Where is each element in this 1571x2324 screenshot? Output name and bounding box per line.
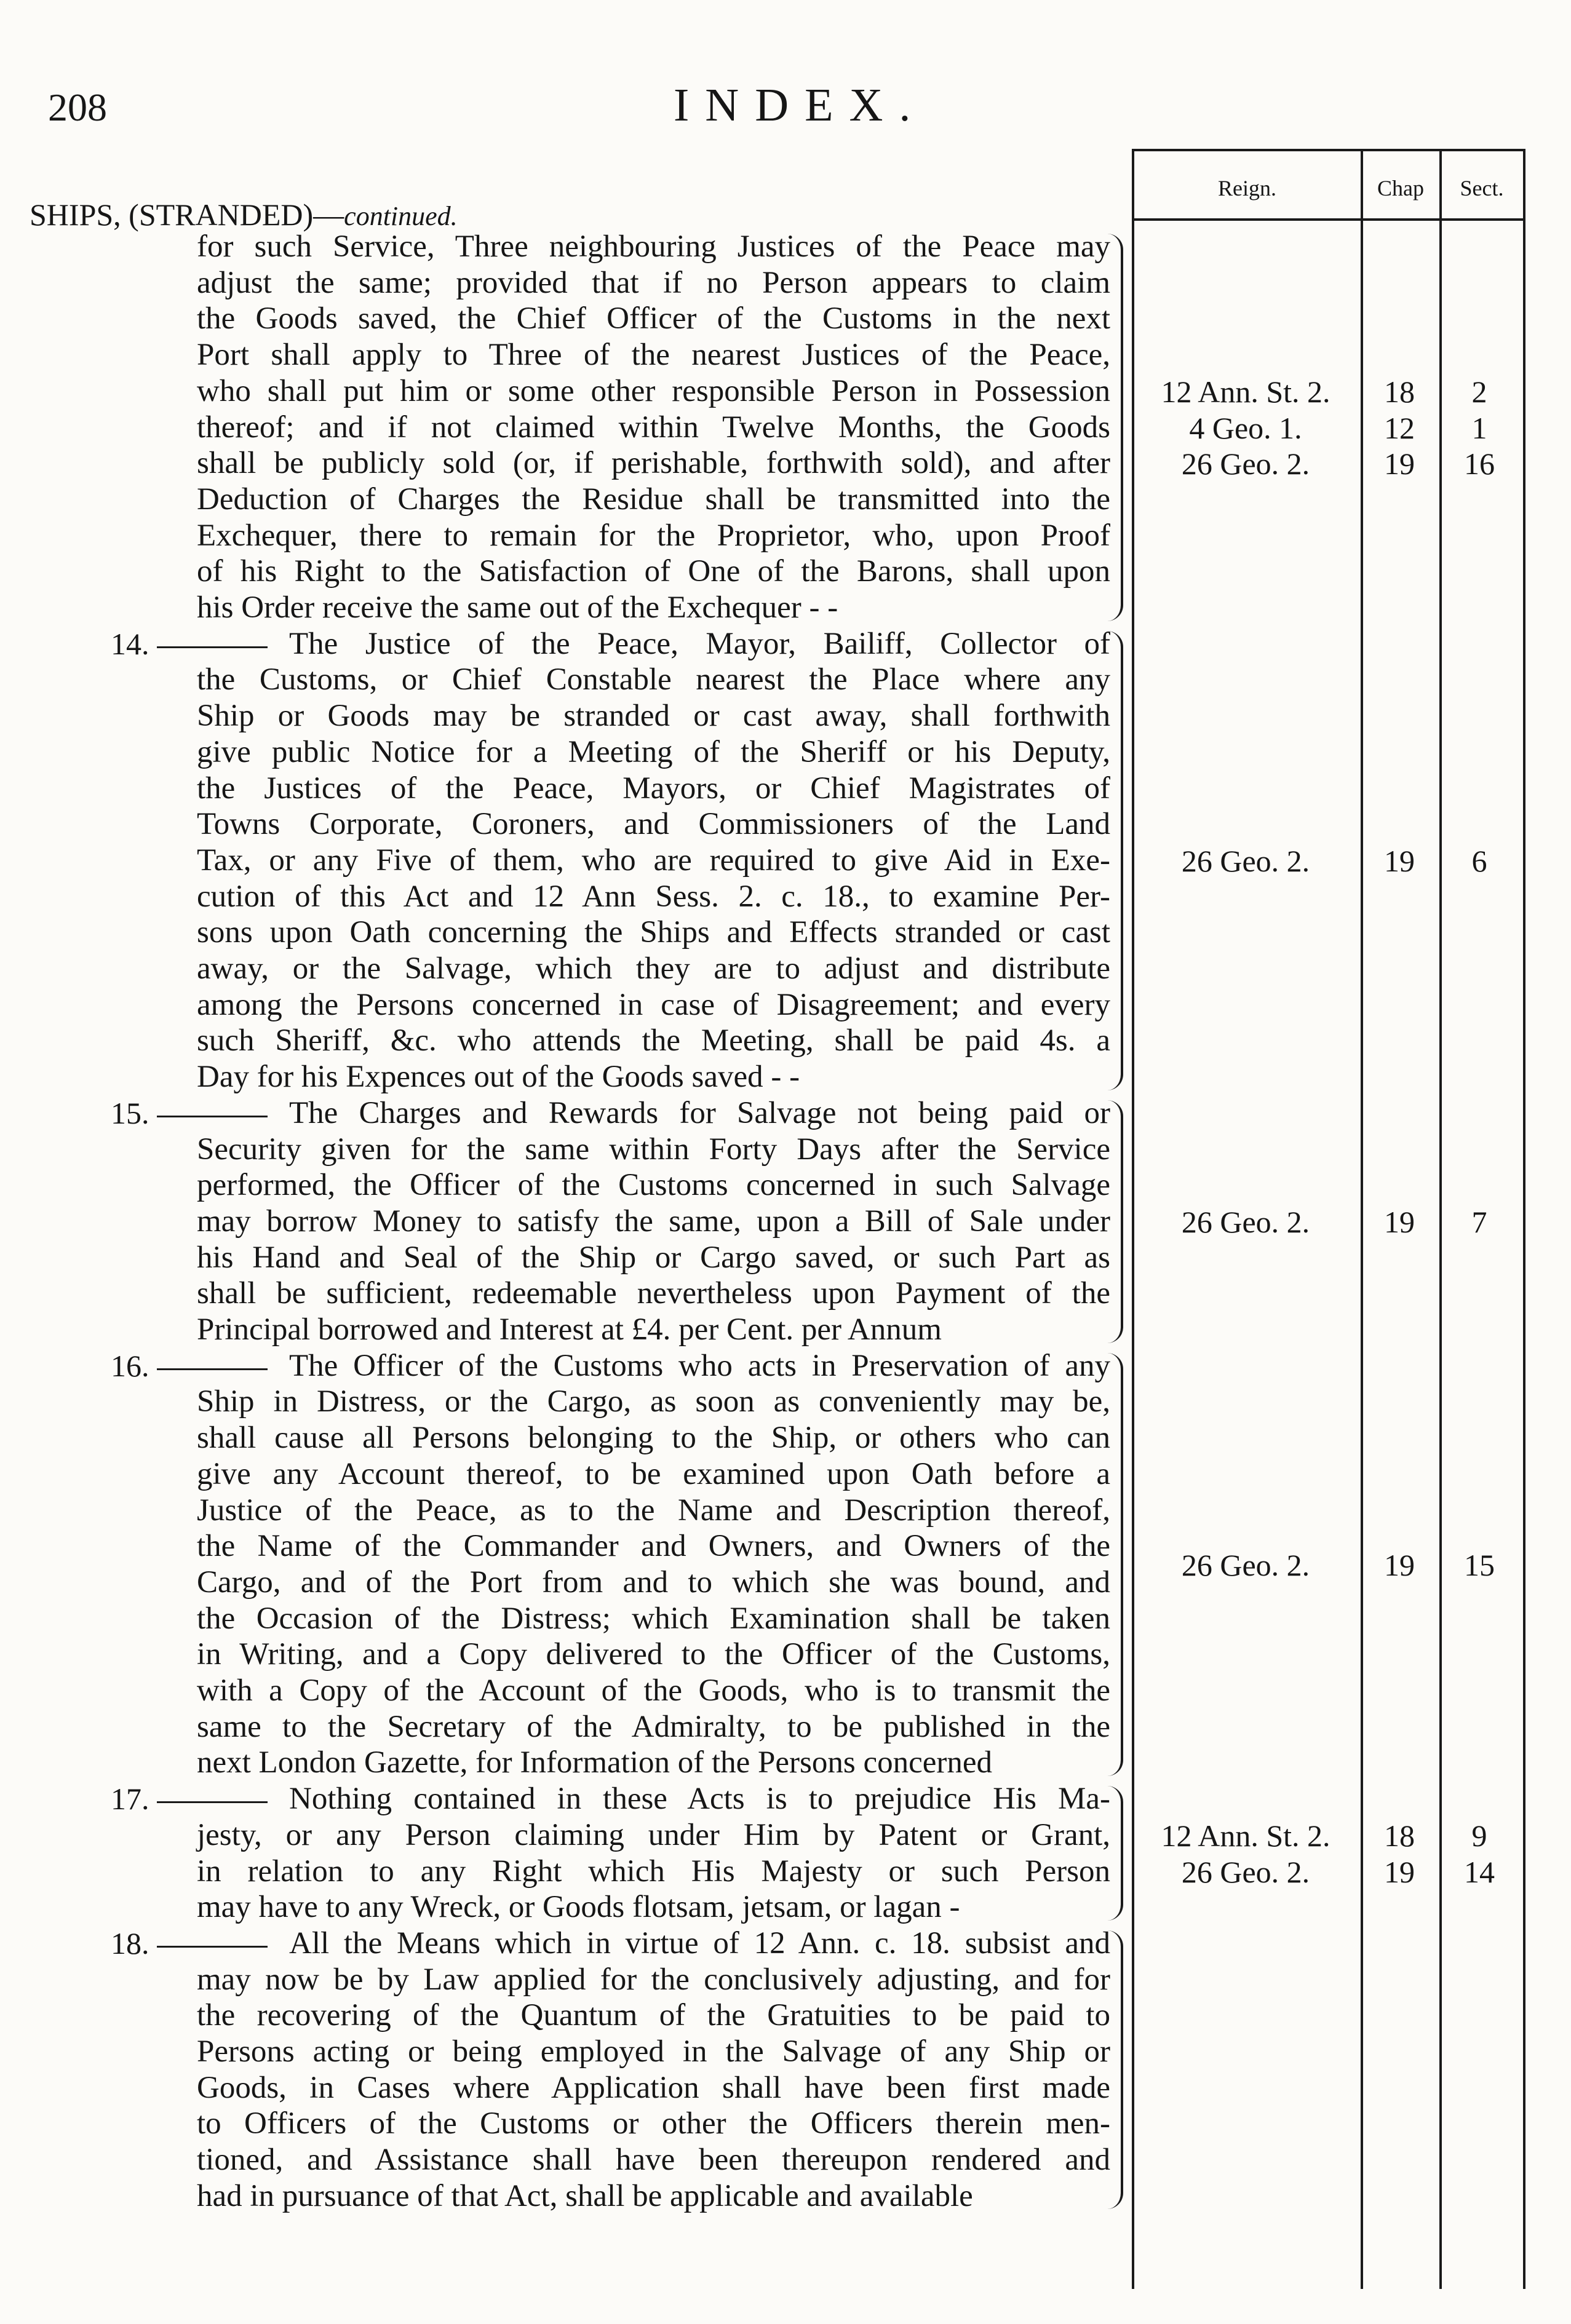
entry-text-line: away, or the Salvage, which they are to adjust and distribute xyxy=(197,951,1110,986)
ref-reign: 26 Geo. 2. xyxy=(1181,843,1310,878)
entry-text-line: the Name of the Commander and Owners, and Owners of the xyxy=(197,1529,1110,1564)
ref-sect: 9 xyxy=(1471,1818,1487,1853)
entry-dash xyxy=(157,646,268,648)
entry-text-line: jesty, or any Person claiming under Him by Patent or Grant, xyxy=(197,1817,1110,1852)
entry-text-line: his Order receive the same out of the Exchequer - - xyxy=(197,590,838,625)
entry-number xyxy=(111,626,268,662)
entry-text-line: Cargo, and of the Port from and to which she was bound, and xyxy=(197,1565,1110,1600)
column-header-chap: Chap xyxy=(1377,176,1424,200)
entry-dash xyxy=(157,1801,268,1803)
entry-text-line: the Occasion of the Distress; which Examination shall be taken xyxy=(197,1601,1110,1636)
entry-text-line: the Goods saved, the Chief Officer of the Customs in the next xyxy=(197,301,1110,336)
entry-text-line: Ship or Goods may be stranded or cast away, shall forthwith xyxy=(197,699,1110,734)
column-header-sect: Sect. xyxy=(1460,176,1504,200)
entry-text-line: for such Service, Three neighbouring Justices of the Peace may xyxy=(197,229,1110,264)
entry-number xyxy=(111,1925,268,1961)
entry-text-line: Towns Corporate, Coroners, and Commissioners of the Land xyxy=(197,807,1110,842)
entry-dash xyxy=(157,1116,268,1117)
entry-text-line: give any Account thereof, to be examined upon Oath before a xyxy=(197,1456,1110,1491)
entry-text-line: Security given for the same within Forty Days after the Service xyxy=(197,1132,1110,1167)
entry-text-line: adjust the same; provided that if no Person appears to claim xyxy=(197,265,1110,300)
entry-text-line: shall be sufficient, redeemable nevertheless upon Payment of the xyxy=(197,1276,1110,1311)
entry-text-line: the Customs, or Chief Constable nearest the Place where any xyxy=(197,662,1110,697)
page-title: INDEX. xyxy=(674,79,927,131)
ref-sect: 1 xyxy=(1471,410,1487,445)
chap-column-right-rule xyxy=(1439,149,1442,2289)
section-title: SHIPS, (STRANDED)— xyxy=(30,197,344,232)
entry-text-line: Persons acting or being employed in the Salvage of any Ship or xyxy=(197,2034,1110,2069)
entry-number-text: 14. xyxy=(111,626,149,661)
entry-number-text: 15. xyxy=(111,1095,149,1130)
ref-chap: 19 xyxy=(1384,446,1415,482)
entry-text-line: to Officers of the Customs or other the Officers therein men- xyxy=(197,2106,1110,2141)
entry-text-line: Port shall apply to Three of the nearest Justices of the Peace, xyxy=(197,338,1110,373)
entry-text-line: the recovering of the Quantum of the Gratuities to be paid to xyxy=(197,1998,1110,2033)
page-number: 208 xyxy=(48,85,107,129)
entry-text-line: Nothing contained in these Acts is to prejudice His Ma- xyxy=(289,1782,1110,1817)
sect-column-right-rule xyxy=(1523,149,1525,2289)
entry-brace xyxy=(1101,631,1123,1090)
ref-reign: 26 Geo. 2. xyxy=(1181,1854,1310,1889)
entry-text-line: Tax, or any Five of them, who are required to give Aid in Exe- xyxy=(197,843,1110,878)
entry-text-line: next London Gazette, for Information of the Persons concerned xyxy=(197,1745,992,1780)
entry-text-line: with a Copy of the Account of the Goods, who is to transmit the xyxy=(197,1673,1110,1708)
section-continued: continued. xyxy=(344,201,458,231)
entry-dash xyxy=(157,1946,268,1948)
entry-text-line: may have to any Wreck, or Goods flotsam, jetsam, or lagan - xyxy=(197,1890,960,1925)
entry-text-line: such Sheriff, &c. who attends the Meeting, shall be paid 4s. a xyxy=(197,1023,1110,1058)
section-heading xyxy=(30,197,458,232)
entry-text-line: his Hand and Seal of the Ship or Cargo saved, or such Part as xyxy=(197,1240,1110,1275)
ref-chap: 19 xyxy=(1384,1547,1415,1582)
ref-sect: 7 xyxy=(1471,1204,1487,1239)
entry-text-line: same to the Secretary of the Admiralty, to be published in the xyxy=(197,1709,1110,1744)
entry-text-line: in relation to any Right which His Majesty or such Person xyxy=(197,1854,1110,1889)
ref-reign: 12 Ann. St. 2. xyxy=(1161,374,1330,409)
header-rule xyxy=(1132,149,1525,151)
ref-chap: 19 xyxy=(1384,1204,1415,1239)
ref-reign: 26 Geo. 2. xyxy=(1181,1204,1310,1239)
entry-text-line: The Justice of the Peace, Mayor, Bailiff, Collector of xyxy=(289,626,1110,661)
ref-sect: 16 xyxy=(1464,446,1495,482)
ref-sect: 15 xyxy=(1464,1547,1495,1582)
entry-text-line: the Justices of the Peace, Mayors, or Chief Magistrates of xyxy=(197,771,1110,806)
entry-text-line: Ship in Distress, or the Cargo, as soon as conveniently may be, xyxy=(197,1384,1110,1419)
entry-dash xyxy=(157,1368,268,1370)
entry-text-line: who shall put him or some other responsible Person in Possession xyxy=(197,373,1110,408)
entry-text-line: Deduction of Charges the Residue shall be transmitted into the xyxy=(197,482,1110,517)
entry-text-line: among the Persons concerned in case of Disagreement; and every xyxy=(197,987,1110,1022)
entry-text-line: had in pursuance of that Act, shall be applicable and available xyxy=(197,2178,973,2213)
ref-chap: 19 xyxy=(1384,1854,1415,1889)
ref-reign: 26 Geo. 2. xyxy=(1181,446,1310,482)
ref-reign: 26 Geo. 2. xyxy=(1181,1547,1310,1582)
ref-chap: 19 xyxy=(1384,843,1415,878)
entry-text-line: shall cause all Persons belonging to the Ship, or others who can xyxy=(197,1421,1110,1456)
entry-number-text: 16. xyxy=(111,1348,149,1383)
entry-text-line: Exchequer, there to remain for the Proprietor, who, upon Proof xyxy=(197,518,1110,553)
entry-text-line: sons upon Oath concerning the Ships and Effects stranded or cast xyxy=(197,915,1110,950)
entry-text-line: Day for his Expences out of the Goods saved - - xyxy=(197,1060,800,1095)
entry-number xyxy=(111,1348,268,1384)
entry-text-line: may now be by Law applied for the conclusively adjusting, and for xyxy=(197,1962,1110,1997)
entry-text-line: performed, the Officer of the Customs concerned in such Salvage xyxy=(197,1168,1110,1203)
entry-text-line: thereof; and if not claimed within Twelve Months, the Goods xyxy=(197,410,1110,445)
column-header-rule xyxy=(1132,218,1525,221)
entry-text-line: in Writing, and a Copy delivered to the Officer of the Customs, xyxy=(197,1637,1110,1672)
column-header-reign: Reign. xyxy=(1218,176,1276,200)
ref-sect: 14 xyxy=(1464,1854,1495,1889)
entry-brace xyxy=(1101,1100,1123,1343)
entry-text-line: All the Means which in virtue of 12 Ann. c. 18. subsist and xyxy=(289,1925,1110,1961)
entry-text-line: The Charges and Rewards for Salvage not being paid or xyxy=(289,1095,1110,1130)
ref-chap: 18 xyxy=(1384,1818,1415,1853)
ref-reign: 4 Geo. 1. xyxy=(1189,410,1302,445)
entry-brace xyxy=(1101,1353,1123,1776)
ref-chap: 18 xyxy=(1384,374,1415,409)
entry-number-text: 17. xyxy=(111,1782,149,1817)
entry-text-line: of his Right to the Satisfaction of One of the Barons, shall upon xyxy=(197,554,1110,589)
entry-brace xyxy=(1101,234,1123,621)
entry-text-line: may borrow Money to satisfy the same, upon a Bill of Sale under xyxy=(197,1204,1110,1239)
entry-number xyxy=(111,1781,268,1817)
ref-sect: 6 xyxy=(1471,843,1487,878)
entry-text-line: tioned, and Assistance shall have been thereupon rendered and xyxy=(197,2143,1110,2178)
ref-reign: 12 Ann. St. 2. xyxy=(1161,1818,1330,1853)
entry-brace xyxy=(1101,1786,1123,1921)
entry-text-line: Goods, in Cases where Application shall have been first made xyxy=(197,2070,1110,2105)
entry-text-line: The Officer of the Customs who acts in Preservation of any xyxy=(289,1348,1110,1383)
entry-number xyxy=(111,1095,268,1131)
ref-chap: 12 xyxy=(1384,410,1415,445)
entry-text-line: Justice of the Peace, as to the Name and Description thereof, xyxy=(197,1493,1110,1528)
entry-text-line: Principal borrowed and Interest at £4. per Cent. per Annum xyxy=(197,1312,942,1347)
entry-text-line: cution of this Act and 12 Ann Sess. 2. c. 18., to examine Per- xyxy=(197,879,1110,914)
entry-number-text: 18. xyxy=(111,1925,149,1961)
entry-brace xyxy=(1101,1930,1123,2210)
entry-text-line: shall be publicly sold (or, if perishable, forthwith sold), and after xyxy=(197,446,1110,481)
ref-sect: 2 xyxy=(1471,374,1487,409)
entry-text-line: give public Notice for a Meeting of the Sheriff or his Deputy, xyxy=(197,734,1110,769)
